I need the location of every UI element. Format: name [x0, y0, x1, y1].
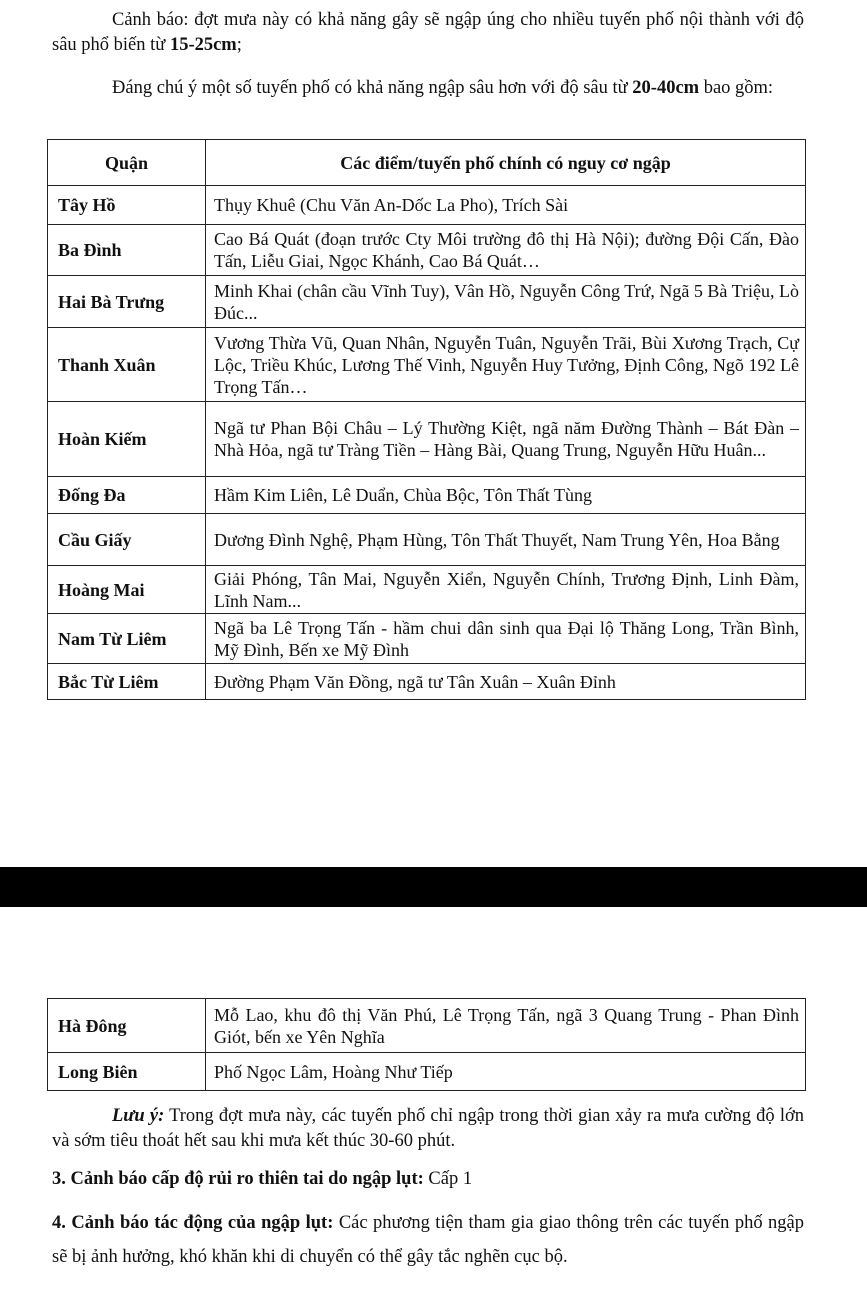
- streets-cell: Ngã ba Lê Trọng Tấn - hầm chui dân sinh qua Đại lộ Thăng Long, Trần Bình, Mỹ Đình, Bến xe Mỹ Đình: [206, 614, 806, 664]
- district-cell: Tây Hồ: [48, 186, 206, 225]
- table-row: [48, 402, 806, 477]
- intro-p1-text: Cảnh báo: đợt mưa này có khả năng gây sẽ ngập úng cho nhiều tuyến phố nội thành với độ sâu phổ biến từ: [52, 10, 804, 55]
- section-3: [52, 1167, 804, 1192]
- section-4: [52, 1206, 804, 1274]
- intro-p1-depth: 15-25cm: [169, 35, 237, 55]
- streets-cell: Thụy Khuê (Chu Văn An-Dốc La Pho), Trích Sài: [206, 186, 806, 225]
- streets-cell: Cao Bá Quát (đoạn trước Cty Môi trường đô thị Hà Nội); đường Đội Cấn, Đào Tấn, Liễu Giai, Ngọc Khánh, Cao Bá Quát…: [206, 225, 806, 276]
- streets-cell: Vương Thừa Vũ, Quan Nhân, Nguyễn Tuân, Nguyễn Trãi, Bùi Xương Trạch, Cự Lộc, Triều Khúc, Lương Thế Vinh, Nguyễn Huy Tưởng, Định Công, Ngõ 192 Lê Trọng Tấn…: [206, 328, 806, 402]
- intro-p1-end: ;: [236, 35, 242, 55]
- table-row: [48, 514, 806, 566]
- district-cell: Nam Từ Liêm: [48, 614, 206, 664]
- header-district: Quận: [48, 140, 206, 186]
- section-4-text: Các phương tiện tham gia giao thông trên các tuyến phố ngập sẽ bị ảnh hưởng, khó khăn khi di chuyển có thể gây tắc nghẽn cục bộ.: [52, 1213, 804, 1267]
- table-row: [48, 1053, 806, 1091]
- table-row: [48, 664, 806, 700]
- district-cell: Hoàng Mai: [48, 566, 206, 614]
- table-row: [48, 186, 806, 225]
- district-cell: Hà Đông: [48, 999, 206, 1053]
- section-3-title: 3. Cảnh báo cấp độ rủi ro thiên tai do ngập lụt:: [52, 1169, 424, 1189]
- intro-p2-end: bao gồm:: [699, 78, 774, 98]
- district-cell: Hai Bà Trưng: [48, 276, 206, 328]
- streets-cell: Ngã tư Phan Bội Châu – Lý Thường Kiệt, ngã năm Đường Thành – Bát Đàn – Nhà Hỏa, ngã tư Tràng Tiền – Hàng Bài, Quang Trung, Nguyễn Hữu Huân...: [206, 402, 806, 477]
- district-cell: Bắc Từ Liêm: [48, 664, 206, 700]
- section-3-value: Cấp 1: [423, 1169, 473, 1189]
- page-break-band: [0, 867, 867, 907]
- intro-paragraph-1: [52, 8, 804, 58]
- table-row: [48, 328, 806, 402]
- flood-risk-table: [47, 139, 806, 700]
- district-cell: Cầu Giấy: [48, 514, 206, 566]
- note-label: Lưu ý:: [112, 1106, 165, 1126]
- header-streets: Các điểm/tuyến phố chính có nguy cơ ngập: [206, 140, 806, 186]
- table-row: [48, 566, 806, 614]
- section-4-title: 4. Cảnh báo tác động của ngập lụt:: [52, 1213, 334, 1233]
- table-row: [48, 614, 806, 664]
- table-row: [48, 276, 806, 328]
- note-paragraph: [52, 1104, 804, 1154]
- district-cell: Đống Đa: [48, 477, 206, 514]
- district-cell: Ba Đình: [48, 225, 206, 276]
- streets-cell: Dương Đình Nghệ, Phạm Hùng, Tôn Thất Thuyết, Nam Trung Yên, Hoa Bằng: [206, 514, 806, 566]
- intro-p2-depth: 20-40cm: [632, 78, 700, 98]
- table-header-row: [48, 140, 806, 186]
- district-cell: Long Biên: [48, 1053, 206, 1091]
- flood-risk-table-continued: [47, 998, 806, 1091]
- table-row: [48, 999, 806, 1053]
- streets-cell: Đường Phạm Văn Đồng, ngã tư Tân Xuân – Xuân Đỉnh: [206, 664, 806, 700]
- note-text: Trong đợt mưa này, các tuyến phố chỉ ngập trong thời gian xảy ra mưa cường độ lớn và sớm tiêu thoát hết sau khi mưa kết thúc 30-60 phút.: [52, 1106, 805, 1151]
- intro-p2-text: Đáng chú ý một số tuyến phố có khả năng ngập sâu hơn với độ sâu từ: [112, 78, 633, 98]
- table-row: [48, 225, 806, 276]
- streets-cell: Phố Ngọc Lâm, Hoàng Như Tiếp: [206, 1053, 806, 1091]
- streets-cell: Giải Phóng, Tân Mai, Nguyễn Xiển, Nguyễn Chính, Trương Định, Linh Đàm, Lĩnh Nam...: [206, 566, 806, 614]
- streets-cell: Hầm Kim Liên, Lê Duẩn, Chùa Bộc, Tôn Thất Tùng: [206, 477, 806, 514]
- table-row: [48, 477, 806, 514]
- district-cell: Hoàn Kiếm: [48, 402, 206, 477]
- district-cell: Thanh Xuân: [48, 328, 206, 402]
- intro-paragraph-2: [52, 76, 804, 101]
- streets-cell: Minh Khai (chân cầu Vĩnh Tuy), Vân Hồ, Nguyễn Công Trứ, Ngã 5 Bà Triệu, Lò Đúc...: [206, 276, 806, 328]
- streets-cell: Mỗ Lao, khu đô thị Văn Phú, Lê Trọng Tấn, ngã 3 Quang Trung - Phan Đình Giót, bến xe Yên Nghĩa: [206, 999, 806, 1053]
